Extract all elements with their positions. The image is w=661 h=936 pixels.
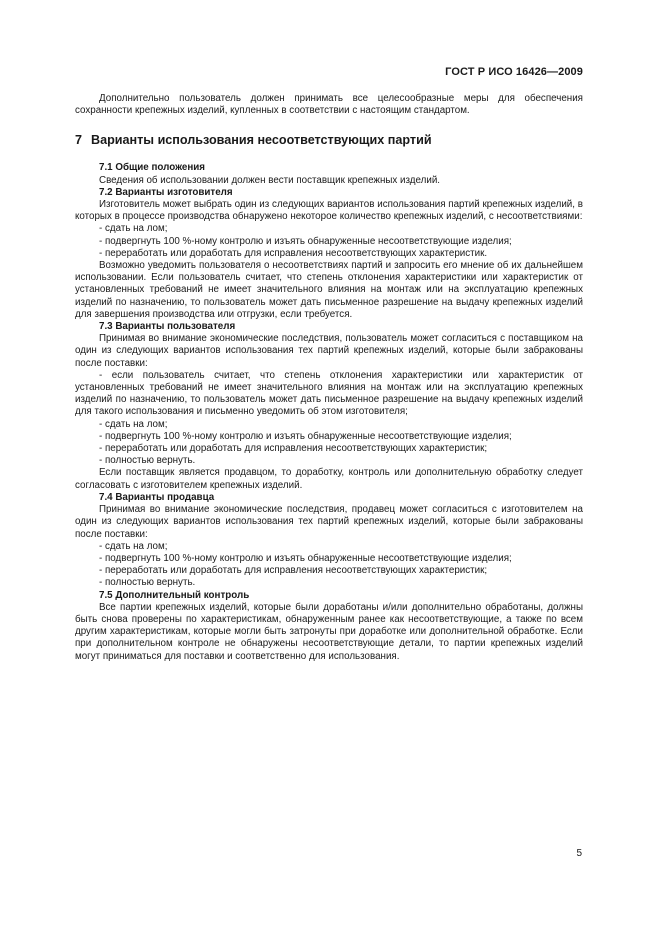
list-item: - полностью вернуть.	[99, 455, 196, 467]
subsection-7-1-text: Сведения об использовании должен вести поставщик крепежных изделий.	[99, 174, 441, 186]
intro-paragraph: Дополнительно пользователь должен принимать все целесообразные меры для обеспечения сохранности крепежных изделий, купленных в соответствии с настоящим стандартом.	[75, 93, 583, 117]
subsection-7-3-text-2: Если поставщик является продавцом, то доработку, контроль или дополнительную обработку следует согласовать с изготовителем крепежных изделий.	[75, 467, 583, 491]
subsection-7-3-text: Принимая во внимание экономические последствия, пользователь может согласиться с поставщиком на один из следующих вариантов использования тех партий крепежных изделий, которые были забракованы после поставки:	[75, 333, 583, 369]
list-item: - подвергнуть 100 %-ному контролю и изъять обнаруженные несоответствующие изделия;	[99, 552, 512, 564]
section-7-number: 7	[75, 133, 83, 148]
list-item: - сдать на лом;	[99, 418, 168, 430]
subsection-7-5-text: Все партии крепежных изделий, которые были доработаны и/или дополнительно обработаны, должны быть снова проверены по характеристикам, обнаруженным ранее как несоответствующие, а также по всем другим характеристикам, которые могли быть затронуты при доработке или дополнительной обработке. Если при дополнительном контроле не обнаружены несоответствующие детали, то партии крепежных изделий могут приниматься для поставки и соответственно для использования.	[75, 601, 583, 662]
subsection-7-5-heading: 7.5 Дополнительный контроль	[99, 589, 250, 601]
list-item-long: - если пользователь считает, что степень отклонения характеристики или характеристик от установленных требований не имеет значительного влияния на монтаж или на эксплуатацию крепежных изделий по назначению, то пользователь может дать письменное разрешение на выдачу крепежных изделий для такого использования и письменно уведомить об этом изготовителя;	[75, 369, 583, 418]
page-number: 5	[576, 848, 582, 859]
list-item: - переработать или доработать для исправления несоответствующих характеристик.	[99, 247, 488, 259]
subsection-7-2-text-2: Возможно уведомить пользователя о несоответствиях партий и запросить его мнение об их дальнейшем использовании. Если пользователь считает, что степень отклонения характеристики или характеристик от установленных требований не имеет значительного влияния на монтаж или на эксплуатацию крепежных изделий по назначению, то пользователь может дать письменное разрешение на выдачу крепежных изделий для завершения производства или отгрузки, если требуется.	[75, 260, 583, 320]
subsection-7-4-text: Принимая во внимание экономические последствия, продавец может согласиться с изготовителем на один из следующих вариантов использования тех партий крепежных изделий, которые были забракованы после поставки:	[75, 504, 583, 540]
section-7-title-text: Варианты использования несоответствующих партий	[91, 133, 432, 148]
standard-header: ГОСТ Р ИСО 16426—2009	[445, 66, 583, 78]
subsection-7-4-heading: 7.4 Варианты продавца	[99, 491, 215, 503]
list-item: - подвергнуть 100 %-ному контролю и изъять обнаруженные несоответствующие изделия;	[99, 235, 512, 247]
list-item: - подвергнуть 100 %-ному контролю и изъять обнаруженные несоответствующие изделия;	[99, 430, 512, 442]
list-item: - переработать или доработать для исправления несоответствующих характеристик;	[99, 443, 488, 455]
list-item: - полностью вернуть.	[99, 577, 196, 589]
subsection-7-2-heading: 7.2 Варианты изготовителя	[99, 186, 233, 198]
subsection-7-2-text: Изготовитель может выбрать один из следующих вариантов использования партий крепежных изделий, в которых в процессе производства обнаружено некоторое количество крепежных изделий, с несоответствиями:	[75, 199, 583, 223]
subsection-7-3-heading: 7.3 Варианты пользователя	[99, 321, 236, 333]
list-item: - сдать на лом;	[99, 223, 168, 235]
section-7-title	[75, 133, 583, 148]
list-item: - переработать или доработать для исправления несоответствующих характеристик;	[99, 565, 488, 577]
list-item: - сдать на лом;	[99, 540, 168, 552]
subsection-7-1-heading: 7.1 Общие положения	[99, 162, 206, 174]
page-content	[75, 93, 583, 663]
